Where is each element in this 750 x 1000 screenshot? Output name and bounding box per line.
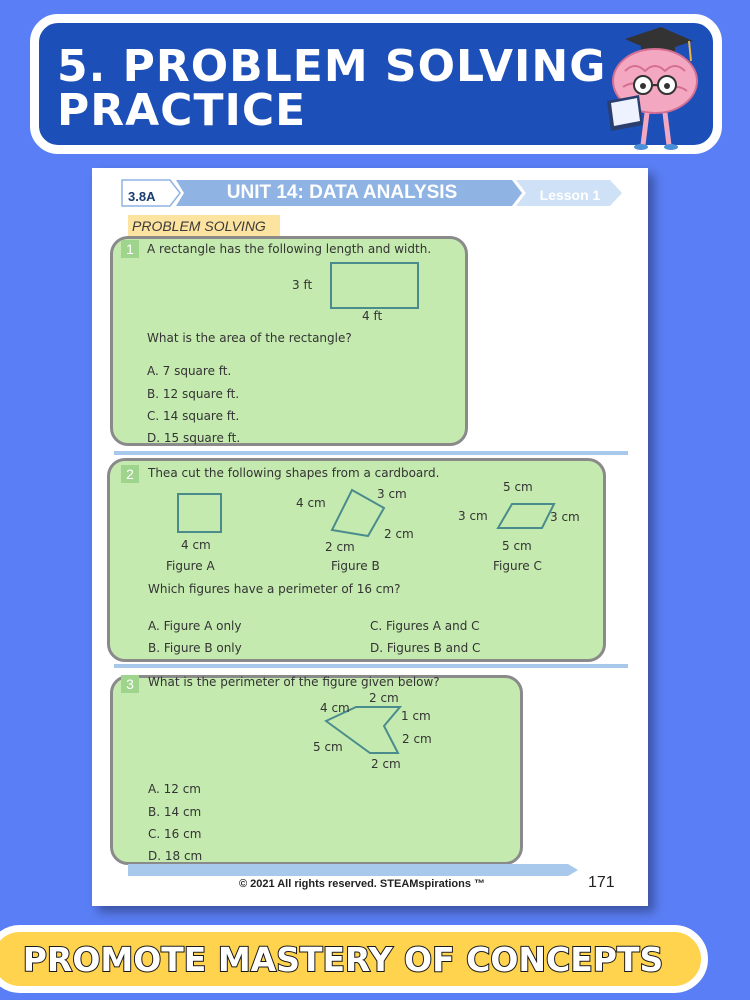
lesson-label: Lesson 1	[539, 187, 601, 203]
figure-c-label-top: 5 cm	[503, 480, 533, 494]
q3-label-2cm-right: 2 cm	[402, 732, 432, 746]
question-2-choice-c[interactable]: C. Figures A and C	[370, 619, 480, 633]
figure-c-label-left: 3 cm	[458, 509, 488, 523]
question-3-number: 3	[121, 675, 139, 693]
question-1-choice-a[interactable]: A. 7 square ft.	[147, 364, 232, 378]
figure-b-label-4cm: 4 cm	[296, 496, 326, 510]
question-3-choice-c[interactable]: C. 16 cm	[148, 827, 202, 841]
figure-b-name: Figure B	[331, 559, 380, 573]
copyright-text: © 2021 All rights reserved. STEAMspirations ™	[238, 878, 486, 890]
question-2-number: 2	[121, 465, 139, 483]
tagline-banner	[0, 925, 708, 993]
figure-a-name: Figure A	[166, 559, 215, 573]
question-2-choice-d[interactable]: D. Figures B and C	[370, 641, 481, 655]
standard-code: 3.8A	[128, 189, 156, 204]
banner-title-line1: 5. PROBLEM SOLVING	[57, 41, 607, 92]
figure-c-label-right: 3 cm	[550, 510, 580, 524]
question-3-prompt: What is the perimeter of the figure given below?	[148, 675, 440, 689]
page-number: 171	[588, 874, 615, 891]
q3-label-1cm: 1 cm	[401, 709, 431, 723]
question-2-choice-a[interactable]: A. Figure A only	[148, 619, 242, 633]
q3-label-5cm: 5 cm	[313, 740, 343, 754]
section-tag: PROBLEM SOLVING	[128, 215, 280, 237]
worksheet-page	[92, 168, 648, 906]
brain-reading-book-icon	[595, 21, 705, 151]
q3-label-4cm: 4 cm	[320, 701, 350, 715]
figure-b-label-3cm: 3 cm	[377, 487, 407, 501]
question-1-choice-c[interactable]: C. 14 square ft.	[147, 409, 240, 423]
tagline-text: PROMOTE MASTERY OF CONCEPTS	[22, 940, 664, 979]
question-3-choice-d[interactable]: D. 18 cm	[148, 849, 203, 863]
question-1-choice-d[interactable]: D. 15 square ft.	[147, 431, 241, 445]
figure-c-name: Figure C	[493, 559, 542, 573]
figure-a-side-label: 4 cm	[181, 538, 211, 552]
question-2-choice-b[interactable]: B. Figure B only	[148, 641, 242, 655]
rectangle-height-label: 3 ft	[292, 278, 313, 292]
footer-bar	[128, 864, 580, 876]
question-2-prompt: Thea cut the following shapes from a cardboard.	[148, 466, 440, 480]
title-banner	[30, 14, 722, 154]
question-3-choice-b[interactable]: B. 14 cm	[148, 805, 202, 819]
figure-c-label-bottom: 5 cm	[502, 539, 532, 553]
question-1-choice-b[interactable]: B. 12 square ft.	[147, 387, 240, 401]
rectangle-width-label: 4 ft	[362, 309, 383, 323]
unit-title: UNIT 14: DATA ANALYSIS	[226, 182, 458, 203]
question-1-prompt: A rectangle has the following length and width.	[147, 242, 432, 256]
banner-title	[57, 41, 607, 136]
question-1-text: What is the area of the rectangle?	[147, 331, 352, 345]
question-2-text: Which figures have a perimeter of 16 cm?	[148, 582, 401, 596]
question-1-number: 1	[121, 240, 139, 258]
banner-title-line2: PRACTICE	[57, 85, 307, 136]
figure-b-label-2cm-right: 2 cm	[384, 527, 414, 541]
q3-label-2cm-top: 2 cm	[369, 691, 399, 705]
figure-b-label-2cm-bottom: 2 cm	[325, 540, 355, 554]
q3-label-2cm-bottom: 2 cm	[371, 757, 401, 771]
question-3-choice-a[interactable]: A. 12 cm	[148, 782, 201, 796]
